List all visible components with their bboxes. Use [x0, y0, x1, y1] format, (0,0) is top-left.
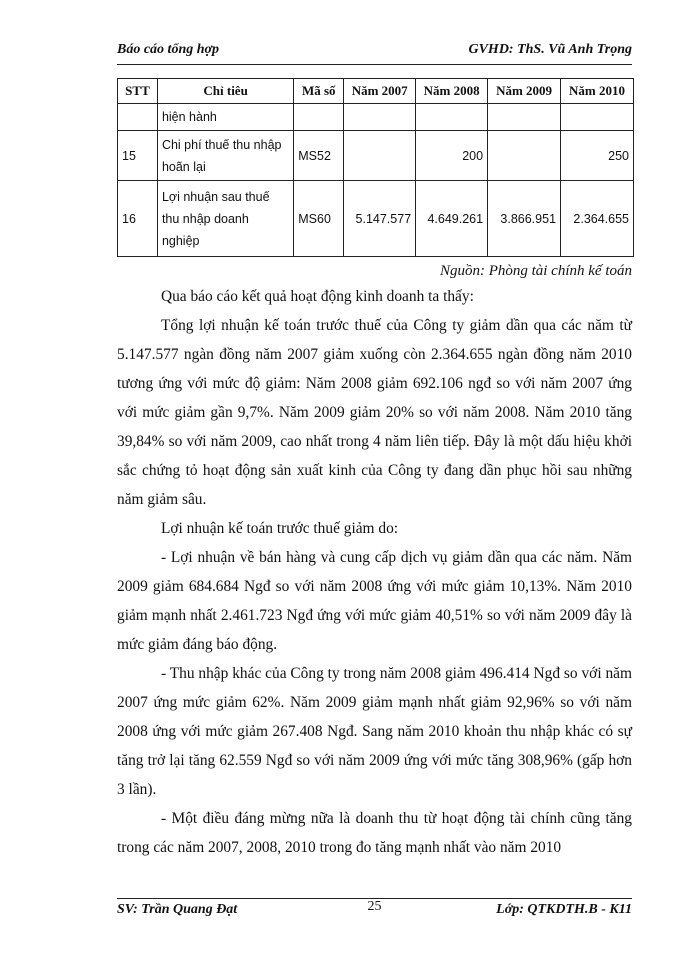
- indicator-cell: Lợi nhuận sau thuế thu nhập doanh nghiệp: [157, 181, 293, 257]
- stt-cell: 16: [118, 181, 158, 257]
- value-cell: 200: [416, 131, 488, 181]
- financial-table: [117, 78, 634, 257]
- column-header: Năm 2007: [344, 79, 416, 104]
- value-cell: 250: [561, 131, 634, 181]
- value-cell: [416, 104, 488, 131]
- page-number: 25: [367, 899, 382, 914]
- column-header: Năm 2010: [561, 79, 634, 104]
- value-cell: [344, 104, 416, 131]
- page-header: [117, 42, 632, 65]
- indicator-cell: hiện hành: [157, 104, 293, 131]
- code-cell: MS52: [294, 131, 344, 181]
- table-row: [118, 104, 634, 131]
- paragraph: - Một điều đáng mừng nữa là doanh thu từ hoạt động tài chính cũng tăng trong các năm 2007, 2008, 2010 trong đo tăng mạnh nhất vào năm 2010: [117, 810, 632, 856]
- advisor-name: GVHD: ThS. Vũ Anh Trọng: [468, 42, 632, 57]
- table-row: [118, 181, 634, 257]
- value-cell: 5.147.577: [344, 181, 416, 257]
- code-cell: [294, 104, 344, 131]
- paragraph: Lợi nhuận kế toán trước thuế giảm do:: [161, 520, 399, 537]
- column-header: STT: [118, 79, 158, 104]
- indicator-cell: Chi phí thuế thu nhập hoãn lại: [157, 131, 293, 181]
- code-cell: MS60: [294, 181, 344, 257]
- column-header: Mã số: [294, 79, 344, 104]
- value-cell: [488, 131, 561, 181]
- table-row: [118, 131, 634, 181]
- value-cell: [561, 104, 634, 131]
- paragraph: - Thu nhập khác của Công ty trong năm 2008 giảm 496.414 Ngđ so với năm 2007 ứng mức giảm 62%. Năm 2009 giảm mạnh nhất giảm 92,96% so với năm 2008 ứng với mức giảm 267.408 Ngđ. Sang năm 2010 khoản thu nhập khác có sự tăng trở lại tăng 62.559 Ngđ so với năm 2009 ứng với mức tăng 308,96% (gấp hơn 3 lần).: [117, 665, 632, 798]
- paragraph: Tổng lợi nhuận kế toán trước thuế của Công ty giảm dần qua các năm từ 5.147.577 ngàn đồng năm 2007 giảm xuống còn 2.364.655 ngàn đồng năm 2010 tương ứng với mức độ giảm: Năm 2008 giảm 692.106 ngđ so với năm 2007 ứng với mức giảm gần 9,7%. Năm 2009 giảm 20% so với năm 2008. Năm 2010 tăng 39,84% so với năm 2009, cao nhất trong 4 năm liên tiếp. Đây là một dấu hiệu khởi sắc chứng tỏ hoạt động sản xuất kinh của Công ty đang dần phục hồi sau những năm giảm sâu.: [117, 317, 632, 508]
- student-name: SV: Trần Quang Đạt: [117, 902, 238, 917]
- table-header-row: [118, 79, 634, 104]
- value-cell: [344, 131, 416, 181]
- report-title: Báo cáo tổng hợp: [117, 42, 220, 57]
- value-cell: [488, 104, 561, 131]
- value-cell: 3.866.951: [488, 181, 561, 257]
- page-footer: [117, 898, 632, 921]
- paragraph: - Lợi nhuận về bán hàng và cung cấp dịch vụ giảm dần qua các năm. Năm 2009 giảm 684.684 Ngđ so với năm 2008 ứng với mức giảm 10,13%. Năm 2010 giảm mạnh nhất 2.461.723 Ngđ ứng với mức giảm 40,51% so với năm 2009 đây là mức giảm đáng báo động.: [117, 549, 632, 653]
- body-text: [117, 282, 632, 862]
- class-name: Lớp: QTKDTH.B - K11: [496, 902, 632, 917]
- stt-cell: 15: [118, 131, 158, 181]
- column-header: Năm 2009: [488, 79, 561, 104]
- column-header: Chỉ tiêu: [157, 79, 293, 104]
- column-header: Năm 2008: [416, 79, 488, 104]
- stt-cell: [118, 104, 158, 131]
- value-cell: 4.649.261: [416, 181, 488, 257]
- paragraph: Qua báo cáo kết quả hoạt động kinh doanh ta thấy:: [161, 288, 474, 305]
- value-cell: 2.364.655: [561, 181, 634, 257]
- table-source: Nguồn: Phòng tài chính kế toán: [439, 263, 632, 279]
